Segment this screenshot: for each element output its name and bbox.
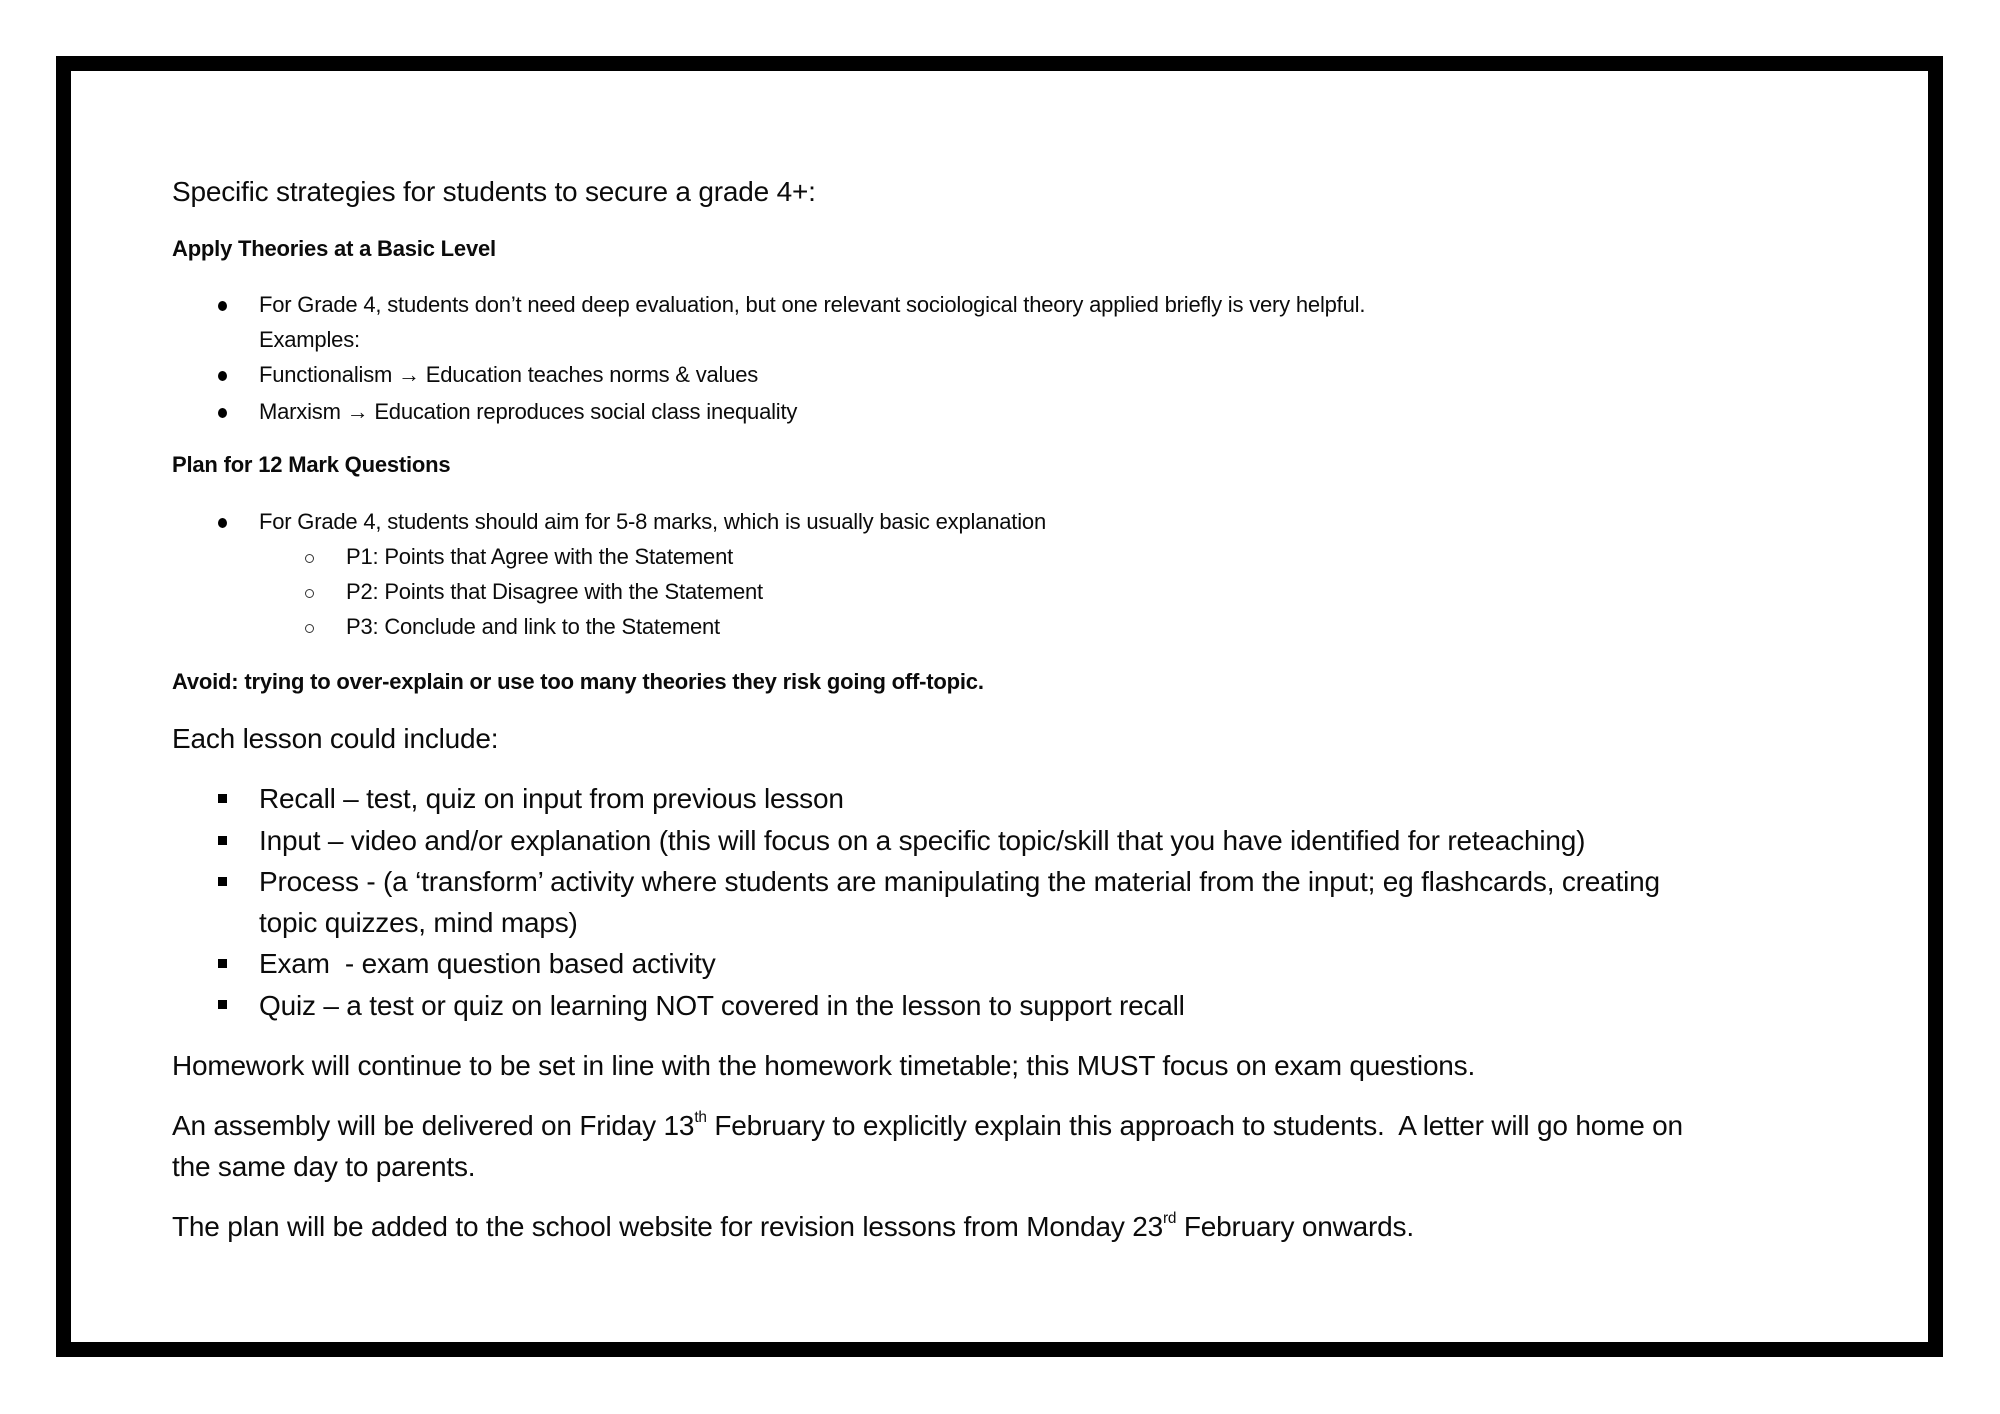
page-heading: Specific strategies for students to secure a grade 4+: [172, 176, 816, 207]
bullet-square-icon [218, 959, 227, 968]
list-item: Marxism → Education reproduces social class inequality [259, 399, 798, 424]
lesson-item-process: Process - (a ‘transform’ activity where students are manipulating the material from the input; eg flashcards, creating [259, 866, 1660, 897]
section-title-plan-12-mark: Plan for 12 Mark Questions [172, 452, 451, 477]
bullet-dot-icon [218, 408, 227, 418]
homework-paragraph: Homework will continue to be set in line with the homework timetable; this MUST focus on exam questions. [172, 1050, 1476, 1081]
section-title-apply-theories: Apply Theories at a Basic Level [172, 236, 496, 261]
bullet-dot-icon [218, 518, 227, 528]
examples-label: Examples: [259, 327, 360, 352]
plan-text-2: February onwards. [1176, 1211, 1414, 1242]
lesson-item-recall: Recall – test, quiz on input from previous lesson [259, 783, 844, 814]
lesson-item-exam: Exam - exam question based activity [259, 948, 716, 979]
plan-paragraph [172, 1211, 1414, 1243]
lesson-item-process-continued: topic quizzes, mind maps) [259, 907, 578, 938]
bullet-square-icon [218, 794, 227, 803]
bullet-circle-icon [305, 624, 314, 633]
bullet-square-icon [218, 836, 227, 845]
bullet-square-icon [218, 877, 227, 886]
lesson-item-quiz: Quiz – a test or quiz on learning NOT covered in the lesson to support recall [259, 990, 1185, 1021]
assembly-text-2: February to explicitly explain this approach to students. A letter will go home on [706, 1110, 1683, 1141]
lesson-item-input: Input – video and/or explanation (this will focus on a specific topic/skill that you have identified for reteaching) [259, 825, 1586, 856]
lesson-intro: Each lesson could include: [172, 723, 499, 754]
assembly-superscript: th [694, 1109, 707, 1127]
assembly-paragraph [172, 1110, 1683, 1142]
avoid-note: Avoid: trying to over-explain or use too many theories they risk going off-topic. [172, 669, 984, 694]
plan-text-1: The plan will be added to the school website for revision lessons from Monday 23 [172, 1211, 1163, 1242]
sub-list-item: P1: Points that Agree with the Statement [346, 544, 734, 569]
list-item: For Grade 4, students don’t need deep evaluation, but one relevant sociological theory applied briefly is very helpful. [259, 292, 1366, 317]
bullet-circle-icon [305, 554, 314, 563]
assembly-text-1: An assembly will be delivered on Friday 13 [172, 1110, 695, 1141]
assembly-paragraph-line2: the same day to parents. [172, 1151, 476, 1182]
sub-list-item: P2: Points that Disagree with the Statement [346, 579, 763, 604]
bullet-dot-icon [218, 301, 227, 311]
bullet-square-icon [218, 1000, 227, 1009]
plan-superscript: rd [1163, 1210, 1177, 1228]
bullet-dot-icon [218, 371, 227, 381]
bullet-circle-icon [305, 589, 314, 598]
list-item: Functionalism → Education teaches norms & values [259, 362, 759, 387]
list-item: For Grade 4, students should aim for 5-8 marks, which is usually basic explanation [259, 509, 1046, 534]
sub-list-item: P3: Conclude and link to the Statement [346, 614, 720, 639]
